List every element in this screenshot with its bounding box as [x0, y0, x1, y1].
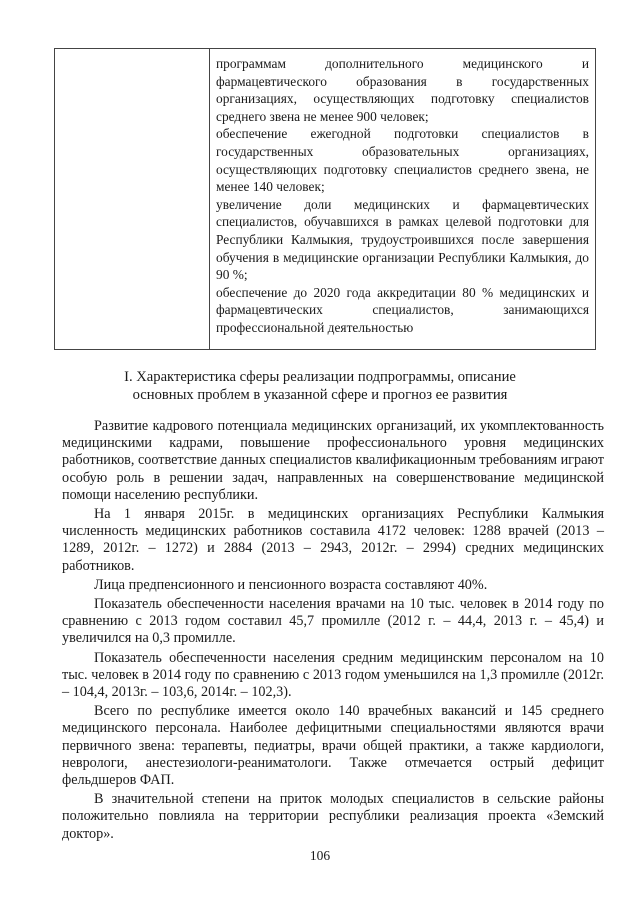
table-left-cell: [55, 49, 210, 349]
body-paragraph: На 1 января 2015г. в медицинских организациях Республики Калмыкия численность медицинских работников составила 4172 человек: 1288 врачей (2013 – 1289, 2012г. – 1272) и 2884 (2013 – 2943, 2012г. – 2994) средних медицинских работников.: [62, 506, 604, 574]
section-heading-line-1: I. Характеристика сферы реализации подпрограммы, описание: [124, 369, 516, 385]
body-paragraph: Показатель обеспеченности населения средним медицинским персоналом на 10 тыс. человек в 2014 году по сравнению с 2013 годом уменьшился на 1,3 промилле (2012г. – 104,4, 2013г. – 103,6, 2014г. – 102,3).: [62, 649, 604, 701]
table-paragraph: обеспечение до 2020 года аккредитации 80 % медицинских и фармацевтических специалистов, занимающихся профессиональной деятельностью: [216, 284, 589, 335]
section-heading: [60, 368, 580, 404]
table-right-cell: [216, 55, 589, 337]
body-paragraph: Развитие кадрового потенциала медицинских организаций, их укомплектованность медицинскими кадрами, повышение профессионального уровня медицинских работников, соответствие данных специалистов квалификационным требованиям играют особую роль в решении задач, направленных на совершенствование медицинской помощи населению республики.: [62, 418, 604, 503]
body-paragraph: В значительной степени на приток молодых специалистов в сельские районы положительно повлияла на территории республики реализация проекта «Земский доктор».: [62, 791, 604, 842]
body-paragraph: Показатель обеспеченности населения врачами на 10 тыс. человек в 2014 году по сравнению с 2013 годом составил 45,7 промилле (2012 г. – 44,4, 2013 г. – 45,4) и увеличился на 0,3 промилле.: [62, 596, 604, 647]
section-heading-line-2: основных проблем в указанной сфере и прогноз ее развития: [132, 387, 508, 403]
targets-table: [54, 48, 596, 350]
body-paragraph: Всего по республике имеется около 140 врачебных вакансий и 145 среднего медицинского персонала. Наиболее дефицитными специальностями являются врачи первичного звена: терапевты, педиатры, врачи общей практики, а также кардиологи, неврологи, анестезиологи-реаниматологи. Также отмечается острый дефицит фельдшеров ФАП.: [62, 703, 604, 789]
page-number: 106: [309, 848, 331, 863]
table-paragraph: программам дополнительного медицинского и фармацевтического образования в государственных организациях, осуществляющих подготовку специалистов среднего звена не менее 900 человек;: [216, 56, 589, 124]
table-paragraph: увеличение доли медицинских и фармацевтических специалистов, обучавшихся в рамках целевой подготовки для Республики Калмыкия, трудоустроившихся после завершения обучения в медицинские организации Республики Калмыкия, до 90 %;: [216, 196, 589, 283]
body-paragraph: Лица предпенсионного и пенсионного возраста составляют 40%.: [94, 576, 488, 593]
body-text: [62, 418, 604, 845]
table-paragraph: обеспечение ежегодной подготовки специалистов в государственных образовательных организациях, осуществляющих подготовку специалистов среднего звена, не менее 140 человек;: [216, 126, 589, 195]
